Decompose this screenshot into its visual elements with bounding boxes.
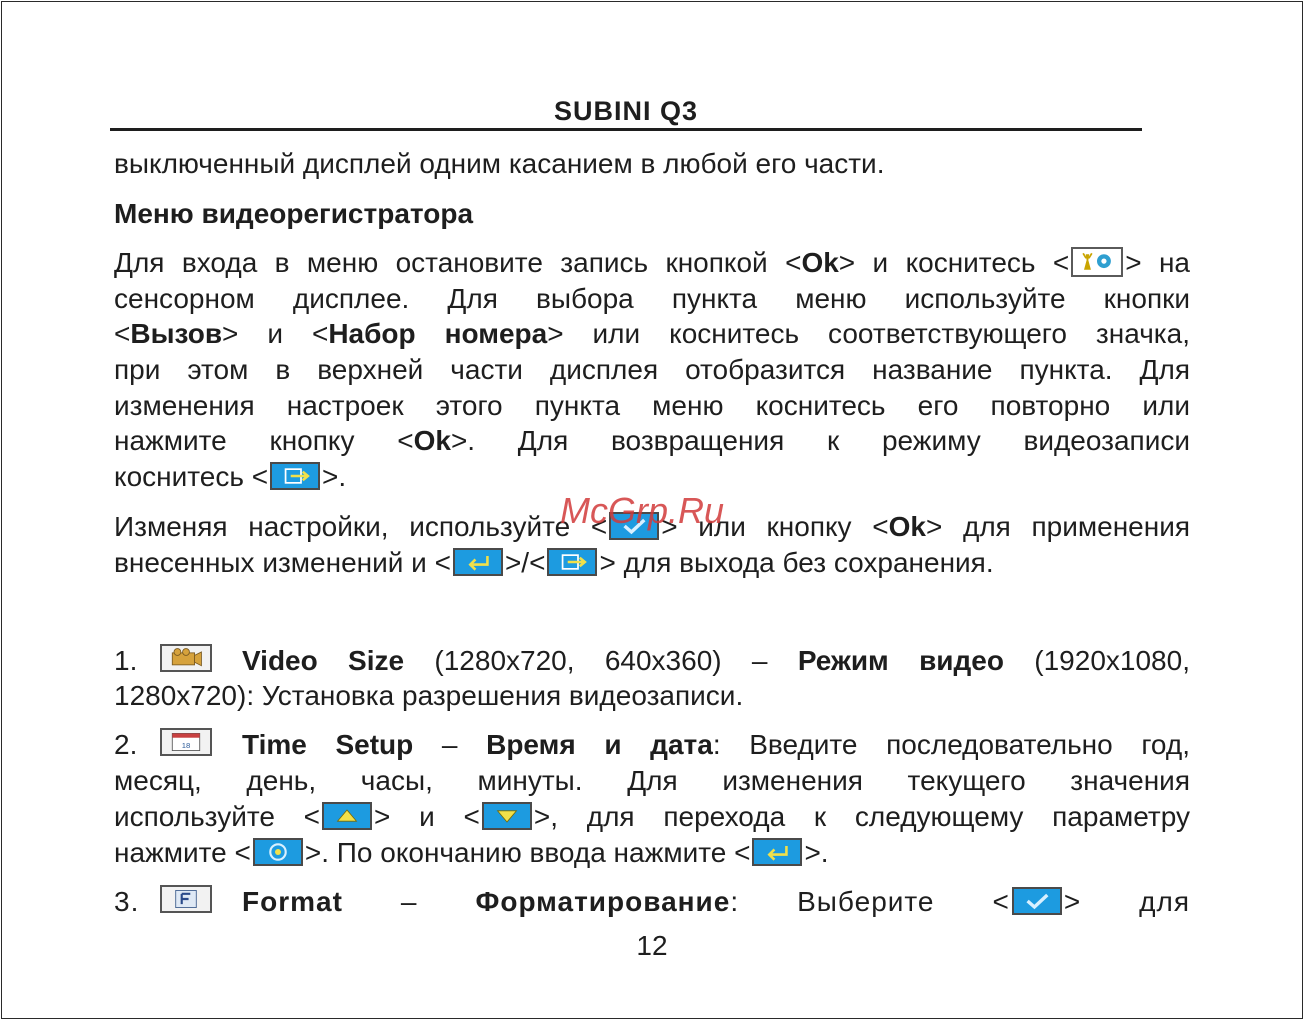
text: > и < (374, 801, 480, 832)
page-header-title: SUBINI Q3 (553, 96, 699, 126)
text: >. (322, 461, 347, 492)
text: – (413, 729, 487, 760)
text: – (342, 886, 476, 917)
text: >, для перехода к следующему параметру (533, 801, 1190, 832)
ok-key-label: Ok (888, 511, 926, 542)
item-number: 2. (114, 729, 138, 760)
item-1-line-1 (114, 643, 1190, 679)
item-2-line-3 (114, 799, 1190, 835)
item-name-en: Time Setup (242, 729, 414, 760)
text: >. (804, 837, 829, 868)
text: > и < (222, 318, 329, 349)
text: внесенных изменений и < (114, 547, 451, 578)
next-parameter-icon (253, 838, 303, 866)
dial-key-label: Набор номера (328, 318, 548, 349)
text: > на (1125, 247, 1190, 278)
watermark: McGrp.Ru (560, 490, 725, 531)
para1-line-6 (114, 423, 1190, 459)
item-number: 3. (114, 886, 140, 917)
text: нажмите < (114, 837, 251, 868)
calendar-icon (160, 728, 212, 756)
settings-tools-icon (1071, 247, 1123, 277)
call-key-label: Вызов (130, 318, 223, 349)
item-number: 1. (114, 645, 138, 676)
text: >/< (504, 547, 546, 578)
ok-key-label: Ok (801, 247, 839, 278)
text: >. Для возвращения к режиму видеозаписи (450, 425, 1190, 456)
text: > для (1063, 886, 1190, 917)
item-name-en: Video Size (242, 645, 405, 676)
return-enter-icon (752, 838, 802, 866)
text: > или кнопку < (661, 511, 889, 542)
item-1-line-2: 1280x720): Установка разрешения видеозаписи. (114, 680, 744, 711)
text: > или коснитесь соответствующего значка, (547, 318, 1190, 349)
exit-icon (547, 548, 597, 576)
item-3-line-1 (114, 884, 1190, 920)
text: коснитесь < (114, 461, 269, 492)
para1-line-4: при этом в верхней части дисплея отобразится название пункта. Для (114, 354, 1190, 385)
para2-line-2 (114, 545, 1190, 581)
exit-icon (270, 462, 320, 490)
para1-line-3 (114, 316, 1190, 352)
page-number: 12 (636, 930, 668, 961)
item-2-line-2: месяц, день, часы, минуты. Для изменения текущего значения (114, 765, 1190, 796)
text: (1280x720, 640x360) – (404, 645, 798, 676)
item-name-ru: Время и дата (486, 729, 713, 760)
text: Для входа в меню остановите запись кнопкой < (114, 247, 802, 278)
section-heading: Меню видеорегистратора (114, 198, 474, 229)
text: используйте < (114, 801, 321, 832)
item-name-ru: Режим видео (797, 645, 1004, 676)
text: (1920x1080, (1003, 645, 1190, 676)
header-rule (110, 128, 1142, 131)
video-camera-icon (160, 644, 212, 672)
para1-line-1 (114, 245, 1190, 281)
para1-line-2: сенсорном дисплее. Для выбора пункта меню используйте кнопки (114, 283, 1190, 314)
item-name-ru: Форматирование (475, 886, 731, 917)
text: > для применения (925, 511, 1190, 542)
text: > и коснитесь < (838, 247, 1070, 278)
text: < (114, 318, 131, 349)
text-line: выключенный дисплей одним касанием в любой его части. (114, 148, 885, 179)
text: > для выхода без сохранения. (599, 547, 994, 578)
text: Изменяя настройки, используйте < (114, 511, 608, 542)
para1-line-5: изменения настроек этого пункта меню коснитесь его повторно или (114, 390, 1190, 421)
arrow-down-icon (482, 802, 532, 830)
item-2-line-4 (114, 835, 1190, 871)
return-enter-icon (453, 548, 503, 576)
text: : Введите последовательно год, (712, 729, 1190, 760)
text: нажмите кнопку < (114, 425, 414, 456)
text: >. По окончанию ввода нажмите < (304, 837, 751, 868)
arrow-up-icon (322, 802, 372, 830)
text: : Выберите < (730, 886, 1010, 917)
confirm-check-icon (1012, 887, 1062, 915)
ok-key-label: Ok (413, 425, 451, 456)
item-2-line-1 (114, 727, 1190, 763)
format-icon (160, 885, 212, 913)
svg-text:18: 18 (181, 740, 191, 750)
item-name-en: Format (242, 886, 343, 917)
